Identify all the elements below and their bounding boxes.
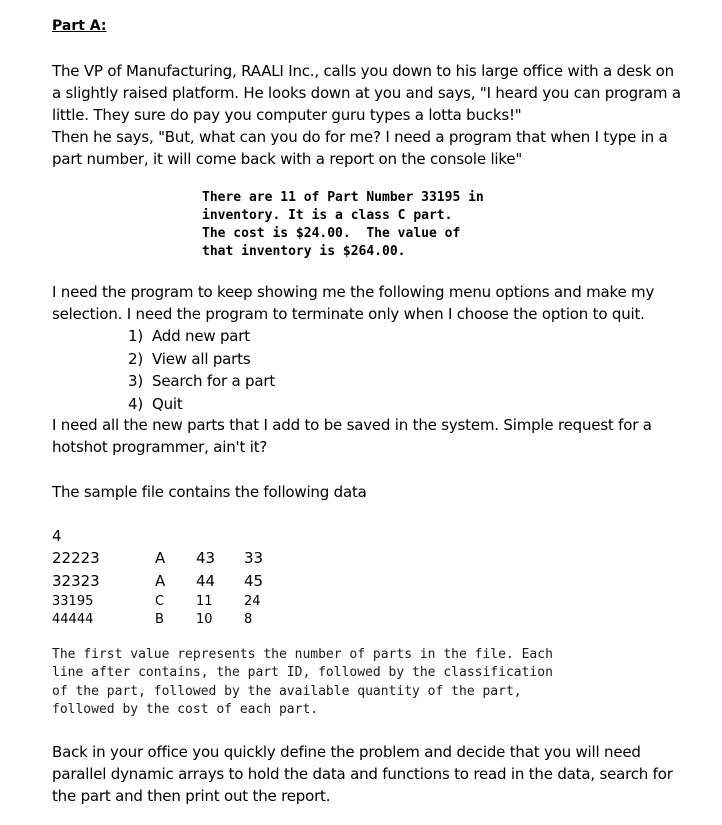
text-line: part number, it will come back with a report on the console like" [52, 150, 523, 168]
file-format-description [52, 646, 553, 719]
text-line: of the part, followed by the available quantity of the part, [52, 683, 522, 699]
menu-intro-paragraph [52, 281, 712, 325]
closing-paragraph [52, 741, 712, 807]
text-line: The first value represents the number of parts in the file. Each [52, 647, 553, 662]
text-line: little. They sure do pay you computer guru types a lotta bucks!" [52, 106, 522, 124]
part-id: 44444 [52, 612, 94, 627]
part-class: A [155, 572, 166, 590]
option-label: Quit [152, 394, 183, 413]
text-line: The VP of Manufacturing, RAALI Inc., calls you down to his large office with a desk on [52, 62, 674, 80]
menu-option [128, 325, 275, 348]
part-class: B [155, 612, 164, 627]
part-id: 32323 [52, 572, 100, 590]
text-line: The sample file contains the following data [52, 483, 367, 501]
text-line: Then he says, "But, what can you do for me? I need a program that when I type in a [52, 128, 668, 146]
part-quantity: 10 [196, 612, 213, 627]
option-label: Add new part [152, 327, 250, 345]
part-cost: 45 [244, 572, 264, 590]
part-class: A [155, 549, 166, 567]
intro-paragraph [52, 60, 712, 170]
report-line: inventory. It is a class C part. [202, 208, 453, 223]
part-id: 33195 [52, 594, 94, 609]
option-number: 4) [128, 394, 143, 413]
part-class: C [155, 594, 165, 609]
text-line: Back in your office you quickly define the problem and decide that you will need [52, 743, 641, 761]
text-line: I need the program to keep showing me the following menu options and make my [52, 283, 655, 301]
text-line: selection. I need the program to terminate only when I choose the option to quit. [52, 305, 645, 323]
part-count: 4 [52, 527, 62, 545]
part-id: 22223 [52, 549, 100, 567]
text-line: followed by the cost of each part. [52, 701, 319, 717]
text-line: parallel dynamic arrays to hold the data and functions to read in the data, search for [52, 765, 673, 783]
section-heading: Part A: [52, 18, 107, 34]
text-line: hotshot programmer, ain't it? [52, 438, 268, 456]
report-example [202, 189, 484, 261]
text-line: I need all the new parts that I add to be saved in the system. Simple request for a [52, 416, 652, 434]
report-line: The cost is $24.00. The value of [202, 226, 461, 241]
option-number: 2) [128, 349, 143, 368]
part-quantity: 44 [196, 572, 216, 590]
part-quantity: 11 [196, 594, 213, 609]
part-cost: 24 [244, 594, 261, 609]
option-label: View all parts [152, 349, 251, 368]
text-line: line after contains, the part ID, followed by the classification [52, 665, 553, 681]
part-cost: 8 [244, 612, 253, 627]
menu-option [128, 393, 275, 416]
text-line: a slightly raised platform. He looks down at you and says, "I heard you can program a [52, 84, 681, 102]
option-label: Search for a part [152, 372, 276, 390]
menu-options-list [128, 325, 275, 415]
option-number: 1) [128, 327, 143, 345]
part-cost: 33 [244, 549, 264, 567]
report-line: There are 11 of Part Number 33195 in [202, 190, 484, 205]
option-number: 3) [128, 372, 143, 390]
part-quantity: 43 [196, 549, 216, 567]
sample-intro [52, 481, 712, 503]
report-line: that inventory is $264.00. [202, 244, 406, 259]
text-line: the part and then print out the report. [52, 787, 331, 805]
save-paragraph [52, 414, 712, 458]
menu-option [128, 370, 275, 393]
menu-option [128, 348, 275, 371]
